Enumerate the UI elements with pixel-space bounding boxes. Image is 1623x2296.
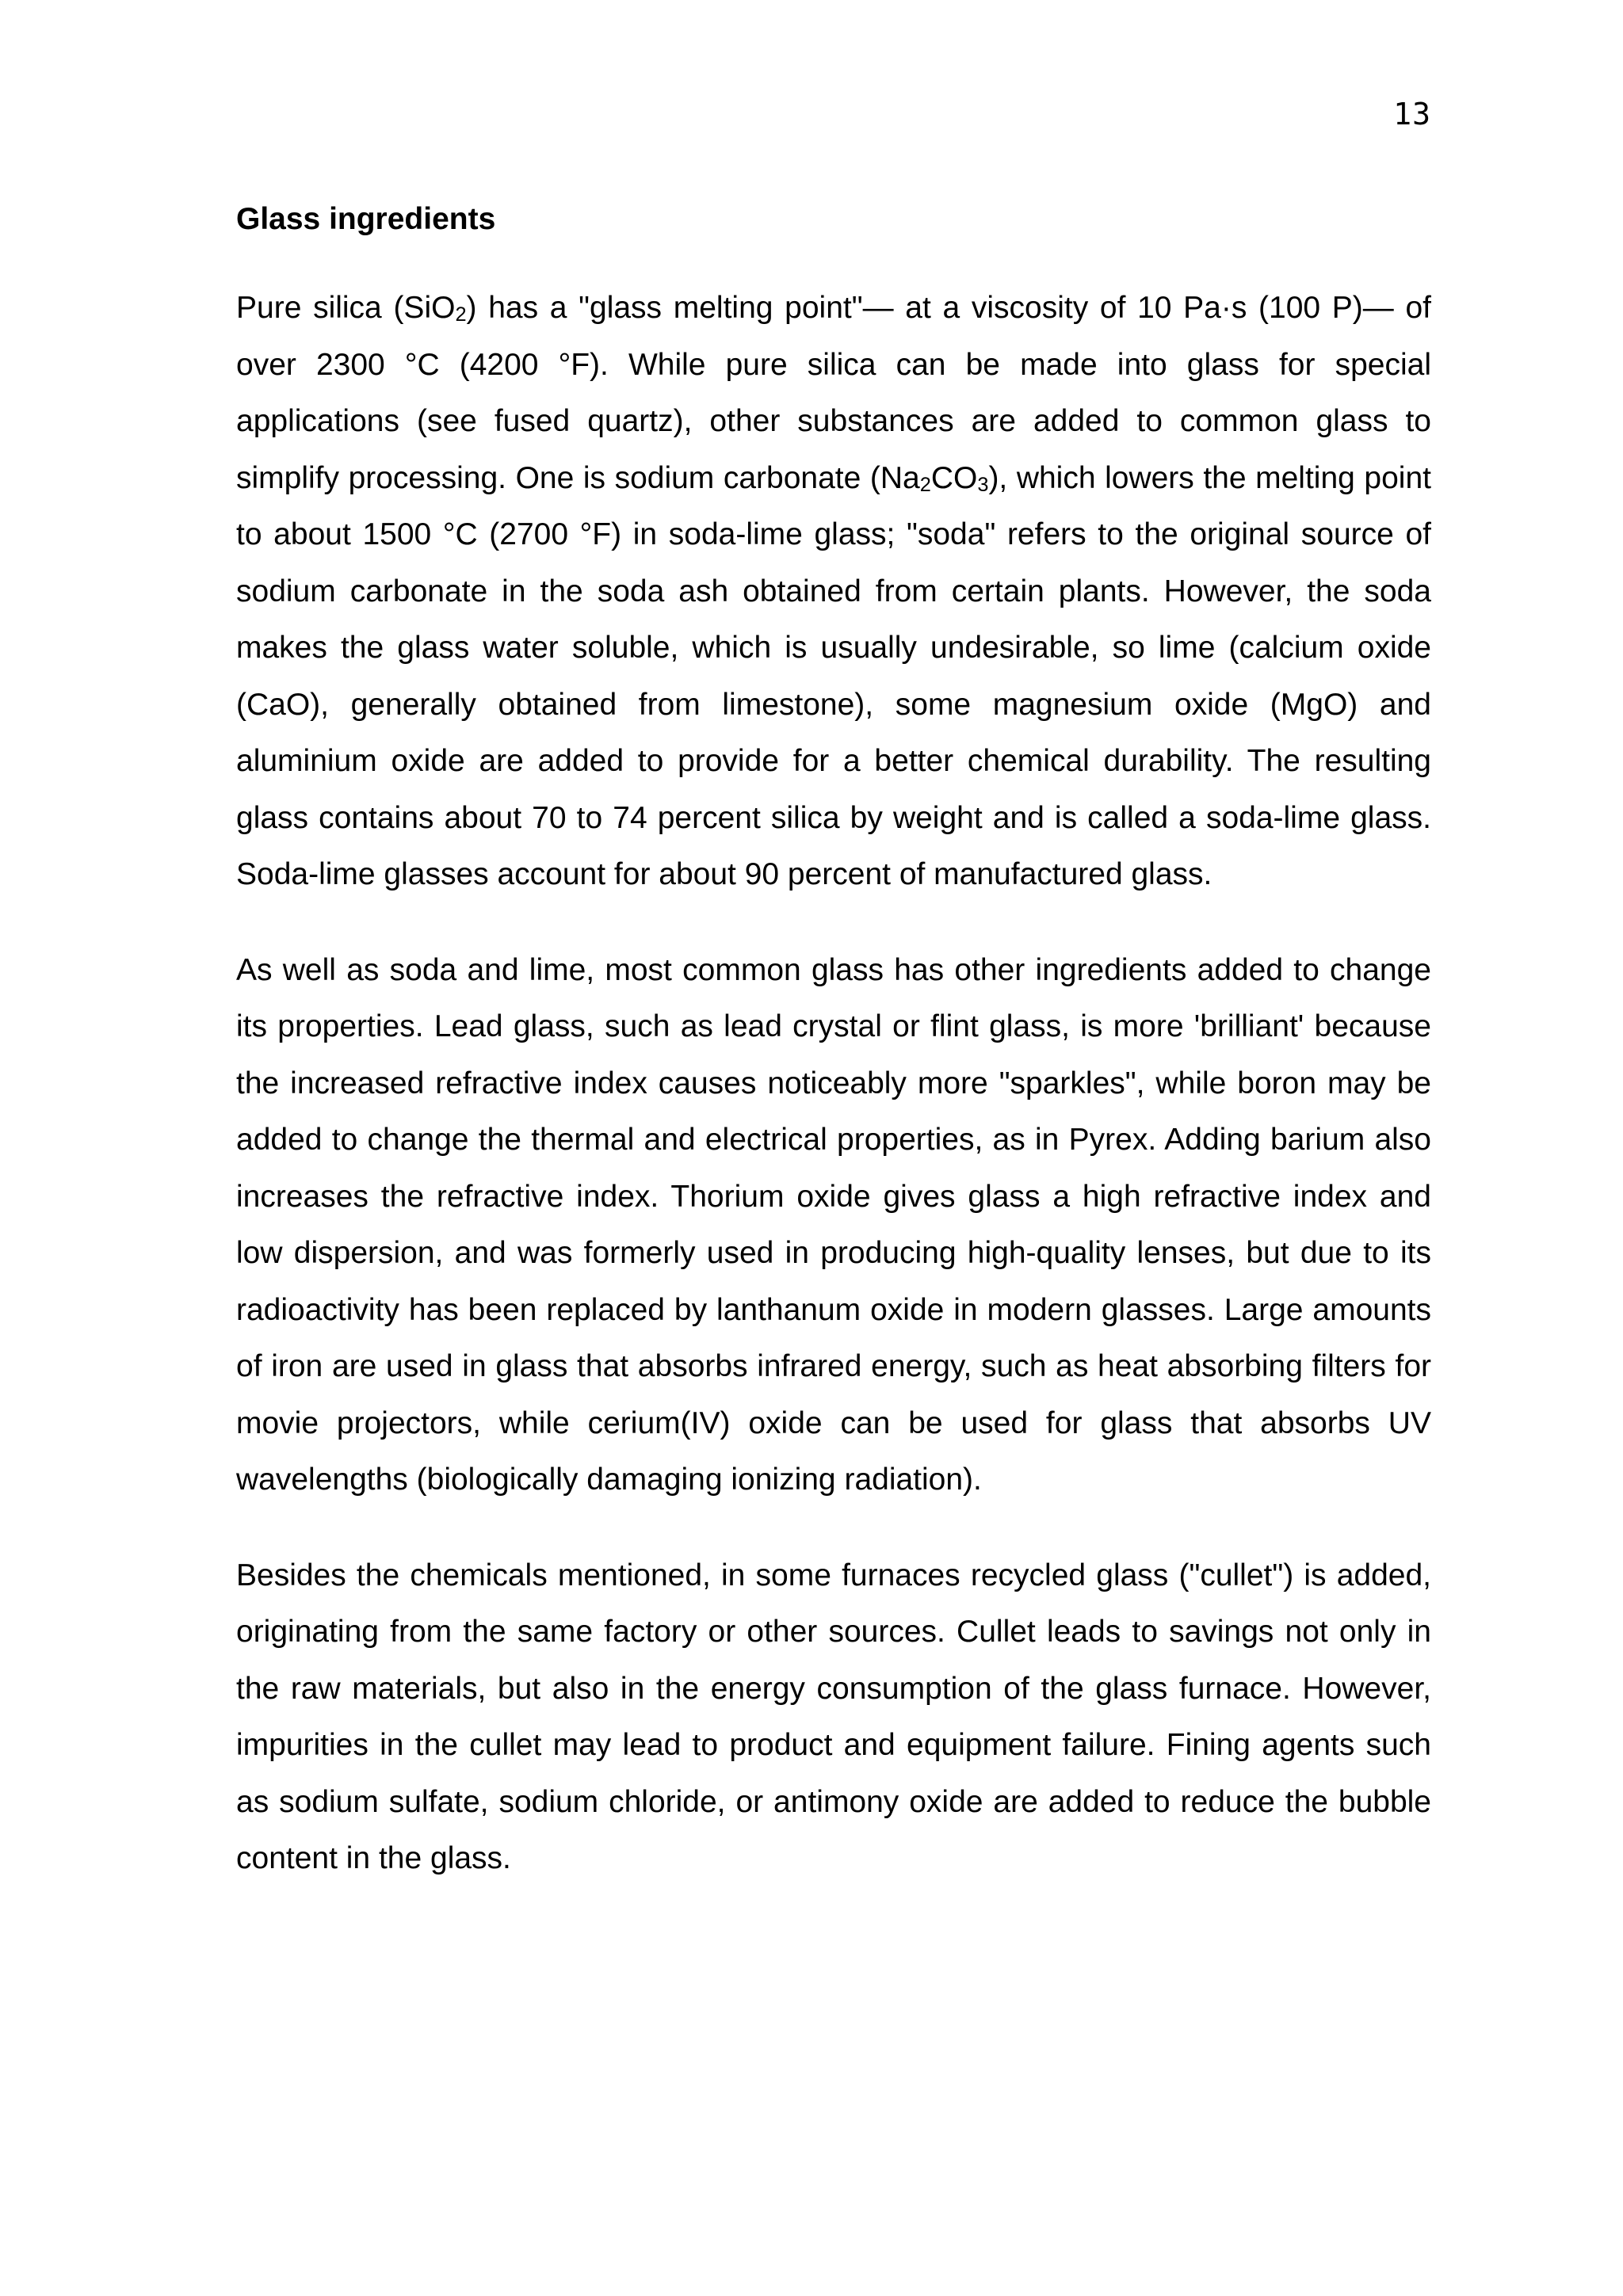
subscript-carbonate-3: 3 bbox=[977, 473, 989, 496]
paragraph-3-block bbox=[236, 1547, 1431, 1887]
paragraph-3: Besides the chemicals mentioned, in some furnaces recycled glass ("cullet") is added, originating from the same factory or other sources. Cullet leads to savings not only in the raw materials, but also in the energy consumption of the glass furnace. However, impurities in the cullet may lead to product and equipment failure. Fining agents such as sodium sulfate, sodium chloride, or antimony oxide are added to reduce the bubble content in the glass. bbox=[236, 1558, 1431, 1875]
paragraph-1-text-a: Pure silica (SiO bbox=[236, 291, 456, 325]
paragraph-1 bbox=[236, 280, 1431, 903]
page-number: 13 bbox=[1393, 97, 1431, 132]
paragraph-1-text-c: CO bbox=[930, 460, 978, 495]
paragraph-1-text-d: ), which lowers the melting point to about 1500 °C (2700 °F) in soda-lime glass; "soda" refers to the original source of sodium carbonate in the soda ash obtained from certain plants. However, the soda makes the glass water soluble, which is usually undesirable, so lime (calcium oxide (CaO), generally obtained from limestone), some magnesium oxide (MgO) and aluminium oxide are added to provide for a better chemical durability. The resulting glass contains about 70 to 74 percent silica by weight and is called a soda-lime glass. Soda-lime glasses account for about 90 percent of manufactured glass. bbox=[236, 460, 1431, 891]
paragraph-2: As well as soda and lime, most common glass has other ingredients added to change its properties. Lead glass, such as lead crystal or flint glass, is more 'brilliant' because the increased refractive index causes noticeably more "sparkles", while boron may be added to change the thermal and electrical properties, as in Pyrex. Adding barium also increases the refractive index. Thorium oxide gives glass a high refractive index and low dispersion, and was formerly used in producing high-quality lenses, but due to its radioactivity has been replaced by lanthanum oxide in modern glasses. Large amounts of iron are used in glass that absorbs infrared energy, such as heat absorbing filters for movie projectors, while cerium(IV) oxide can be used for glass that absorbs UV wavelengths (biologically damaging ionizing radiation). bbox=[236, 952, 1431, 1497]
paragraph-1-text-b: ) has a "glass melting point"— at a viscosity of 10 Pa·s (100 P)— of over 2300 °C (4200 °F). While pure silica can be made into glass for special applications (see fused quartz), other substances are added to common glass to simplify processing. One is sodium carbonate (Na bbox=[236, 291, 1431, 495]
paragraph-1-block bbox=[236, 280, 1431, 903]
subscript-silica-2: 2 bbox=[455, 303, 467, 326]
paragraph-2-block bbox=[236, 942, 1431, 1508]
subscript-sodium-2: 2 bbox=[919, 473, 931, 496]
section-heading: Glass ingredients bbox=[236, 202, 496, 236]
page-content bbox=[236, 198, 1431, 1887]
